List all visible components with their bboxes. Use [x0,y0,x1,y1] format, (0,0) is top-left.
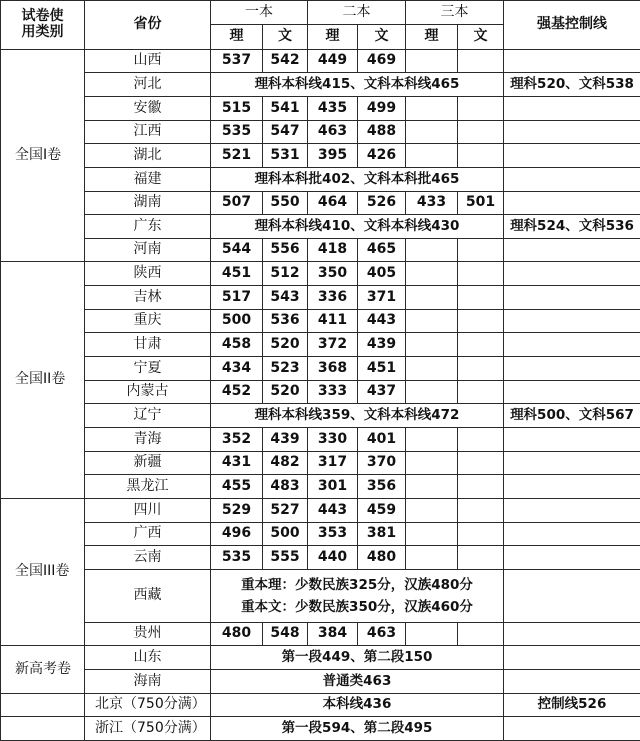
tier2-science-score: 317 [308,451,358,475]
tier2-science-score: 464 [308,191,358,215]
table-row [1,49,640,73]
tier1-arts-score: 523 [263,357,308,381]
tier1-science-score: 458 [211,333,263,357]
header-tier1: 一本 [211,1,308,25]
strong-base-cell [504,475,640,499]
tibet-note-line-1: 重本理：少数民族325分，汉族480分 [241,576,473,593]
header-category: 试卷使 用类别 [1,1,85,50]
tier1-arts-score: 547 [263,120,308,144]
tier2-arts-score: 480 [358,546,406,570]
tier1-arts-score: 483 [263,475,308,499]
tier3-arts-score [458,357,504,381]
tier3-arts-score [458,120,504,144]
province-cell: 云南 [85,546,211,570]
tier3-arts-score [458,380,504,404]
tier1-arts-score: 482 [263,451,308,475]
tier1-arts-score: 500 [263,522,308,546]
tier2-science-score: 411 [308,309,358,333]
header-tier1-arts: 文 [263,25,308,49]
group-label: 全国III卷 [1,498,85,645]
table-row [1,120,640,144]
province-cell: 浙江（750分满） [85,717,211,741]
tier3-arts-score [458,333,504,357]
tier1-science-score: 451 [211,262,263,286]
tier1-science-score: 544 [211,238,263,262]
tier3-arts-score [458,262,504,286]
province-cell: 宁夏 [85,357,211,381]
tier2-science-score: 353 [308,522,358,546]
table-row [1,380,640,404]
table-row [1,357,640,381]
tier1-science-score: 521 [211,144,263,168]
tier3-arts-score [458,97,504,121]
table-row [1,97,640,121]
tier2-arts-score: 465 [358,238,406,262]
tier2-science-score: 395 [308,144,358,168]
tier1-science-score: 352 [211,427,263,451]
header-province: 省份 [85,1,211,50]
strong-base-cell: 理科524、文科536 [504,215,640,239]
province-cell: 贵州 [85,622,211,646]
tier3-science-score [406,309,458,333]
tier3-science-score [406,120,458,144]
tier3-arts-score [458,546,504,570]
tier1-science-score: 537 [211,49,263,73]
province-cell: 辽宁 [85,404,211,428]
province-cell: 广西 [85,522,211,546]
merged-score-note: 理科本科线415、文科本科线465 [211,73,504,97]
tier2-arts-score: 405 [358,262,406,286]
tier1-science-score: 431 [211,451,263,475]
header-tier2-arts: 文 [358,25,406,49]
province-cell: 江西 [85,120,211,144]
tier2-arts-score: 370 [358,451,406,475]
tier2-science-score: 333 [308,380,358,404]
province-cell: 安徽 [85,97,211,121]
table-row [1,451,640,475]
province-cell: 福建 [85,167,211,191]
strong-base-cell [504,669,640,693]
table-row [1,333,640,357]
province-cell: 吉林 [85,286,211,310]
table-row [1,498,640,522]
tier3-science-score [406,522,458,546]
tier2-arts-score: 356 [358,475,406,499]
tier2-science-score: 330 [308,427,358,451]
header-tier2: 二本 [308,1,406,25]
group-label-empty [1,717,85,741]
tier1-arts-score: 548 [263,622,308,646]
tier3-arts-score [458,286,504,310]
tier2-arts-score: 469 [358,49,406,73]
table-row [1,427,640,451]
tier1-science-score: 515 [211,97,263,121]
tier2-arts-score: 371 [358,286,406,310]
tier2-science-score: 301 [308,475,358,499]
tier3-science-score [406,451,458,475]
table-row [1,262,640,286]
tier2-science-score: 372 [308,333,358,357]
tier2-arts-score: 526 [358,191,406,215]
tier1-science-score: 480 [211,622,263,646]
tier3-science-score [406,238,458,262]
table-row [1,522,640,546]
province-cell: 海南 [85,669,211,693]
strong-base-cell [504,522,640,546]
tier2-arts-score: 451 [358,357,406,381]
tier1-arts-score: 531 [263,144,308,168]
tier3-arts-score [458,498,504,522]
table-row [1,144,640,168]
strong-base-cell [504,546,640,570]
tier3-arts-score [458,451,504,475]
header-tier3-science: 理 [406,25,458,49]
table-row [1,404,640,428]
table-row [1,215,640,239]
strong-base-cell [504,357,640,381]
table-row [1,546,640,570]
strong-base-cell [504,717,640,741]
tier2-science-score: 440 [308,546,358,570]
tier2-science-score: 449 [308,49,358,73]
strong-base-cell [504,191,640,215]
table-row [1,309,640,333]
header-tier3-arts: 文 [458,25,504,49]
province-cell: 重庆 [85,309,211,333]
tier1-arts-score: 543 [263,286,308,310]
tier3-arts-score: 501 [458,191,504,215]
province-cell: 西藏 [85,569,211,622]
table-row [1,238,640,262]
province-cell: 山西 [85,49,211,73]
table-row [1,191,640,215]
tier1-arts-score: 542 [263,49,308,73]
table-row [1,669,640,693]
header-row-1 [1,1,640,25]
table-row [1,569,640,622]
tier3-arts-score [458,144,504,168]
province-cell: 北京（750分满） [85,693,211,717]
tier3-science-score [406,622,458,646]
tier3-science-score [406,49,458,73]
strong-base-cell [504,498,640,522]
tier2-arts-score: 437 [358,380,406,404]
tier3-science-score [406,380,458,404]
strong-base-cell [504,167,640,191]
tier3-arts-score [458,622,504,646]
tier1-science-score: 507 [211,191,263,215]
strong-base-cell [504,646,640,670]
strong-base-cell [504,286,640,310]
tier3-science-score [406,546,458,570]
strong-base-cell [504,238,640,262]
tier1-arts-score: 520 [263,380,308,404]
tier3-science-score [406,262,458,286]
strong-base-cell [504,49,640,73]
group-label: 全国I卷 [1,49,85,262]
tier1-science-score: 455 [211,475,263,499]
strong-base-cell [504,569,640,622]
tier1-arts-score: 555 [263,546,308,570]
province-cell: 青海 [85,427,211,451]
tier1-science-score: 535 [211,546,263,570]
province-cell: 新疆 [85,451,211,475]
tier2-science-score: 336 [308,286,358,310]
tier2-arts-score: 499 [358,97,406,121]
tier2-arts-score: 488 [358,120,406,144]
tier3-science-score: 433 [406,191,458,215]
group-label-empty [1,693,85,717]
tier2-science-score: 435 [308,97,358,121]
province-cell: 河北 [85,73,211,97]
tier3-arts-score [458,522,504,546]
table-row [1,646,640,670]
tier1-arts-score: 556 [263,238,308,262]
tier2-arts-score: 463 [358,622,406,646]
table-row [1,693,640,717]
tier2-arts-score: 443 [358,309,406,333]
header-tier1-science: 理 [211,25,263,49]
tier1-science-score: 496 [211,522,263,546]
tier3-science-score [406,144,458,168]
tier2-science-score: 350 [308,262,358,286]
tier3-arts-score [458,238,504,262]
tier3-arts-score [458,427,504,451]
tier2-arts-score: 439 [358,333,406,357]
strong-base-cell [504,427,640,451]
table-row [1,286,640,310]
tier3-science-score [406,333,458,357]
strong-base-cell [504,333,640,357]
province-cell: 广东 [85,215,211,239]
tier3-arts-score [458,309,504,333]
tier3-science-score [406,427,458,451]
merged-score-note: 第一段594、第二段495 [211,717,504,741]
strong-base-cell: 理科520、文科538 [504,73,640,97]
table-row [1,622,640,646]
province-cell: 山东 [85,646,211,670]
header-strong-base: 强基控制线 [504,1,640,50]
tier3-arts-score [458,475,504,499]
tier1-arts-score: 520 [263,333,308,357]
merged-score-note: 理科本科线410、文科本科线430 [211,215,504,239]
tier1-arts-score: 527 [263,498,308,522]
province-cell: 四川 [85,498,211,522]
tier2-science-score: 368 [308,357,358,381]
province-cell: 黑龙江 [85,475,211,499]
tier1-arts-score: 550 [263,191,308,215]
merged-score-note: 理科本科线359、文科本科线472 [211,404,504,428]
merged-score-note: 理科本科批402、文科本科批465 [211,167,504,191]
tier1-science-score: 535 [211,120,263,144]
tier1-arts-score: 541 [263,97,308,121]
tibet-note-line-2: 重本文：少数民族350分，汉族460分 [241,598,473,615]
tier1-arts-score: 512 [263,262,308,286]
tier2-science-score: 384 [308,622,358,646]
tier1-science-score: 434 [211,357,263,381]
table-row [1,475,640,499]
strong-base-cell: 理科500、文科567 [504,404,640,428]
tier3-science-score [406,286,458,310]
province-cell: 内蒙古 [85,380,211,404]
tier2-science-score: 463 [308,120,358,144]
strong-base-cell [504,144,640,168]
tier2-arts-score: 426 [358,144,406,168]
table-row [1,717,640,741]
province-cell: 陕西 [85,262,211,286]
tier1-science-score: 517 [211,286,263,310]
tier2-arts-score: 401 [358,427,406,451]
tier1-science-score: 500 [211,309,263,333]
tier2-science-score: 418 [308,238,358,262]
tier2-science-score: 443 [308,498,358,522]
tier3-science-score [406,357,458,381]
tier1-science-score: 452 [211,380,263,404]
strong-base-cell [504,262,640,286]
strong-base-cell [504,120,640,144]
table-row [1,73,640,97]
tier2-arts-score: 381 [358,522,406,546]
table-row [1,167,640,191]
header-tier3: 三本 [406,1,504,25]
merged-score-note: 本科线436 [211,693,504,717]
strong-base-cell [504,309,640,333]
tier1-arts-score: 439 [263,427,308,451]
strong-base-cell [504,622,640,646]
strong-base-cell: 控制线526 [504,693,640,717]
tier3-arts-score [458,49,504,73]
strong-base-cell [504,380,640,404]
group-label: 新高考卷 [1,646,85,693]
province-cell: 湖南 [85,191,211,215]
tier3-science-score [406,97,458,121]
strong-base-cell [504,97,640,121]
province-cell: 湖北 [85,144,211,168]
merged-score-note: 第一段449、第二段150 [211,646,504,670]
tier3-science-score [406,475,458,499]
province-cell: 甘肃 [85,333,211,357]
strong-base-cell [504,451,640,475]
tier2-arts-score: 459 [358,498,406,522]
tier1-science-score: 529 [211,498,263,522]
province-cell: 河南 [85,238,211,262]
merged-score-note: 普通类463 [211,669,504,693]
header-tier2-science: 理 [308,25,358,49]
tier3-science-score [406,498,458,522]
tier1-arts-score: 536 [263,309,308,333]
group-label: 全国II卷 [1,262,85,498]
tibet-note [211,569,504,622]
